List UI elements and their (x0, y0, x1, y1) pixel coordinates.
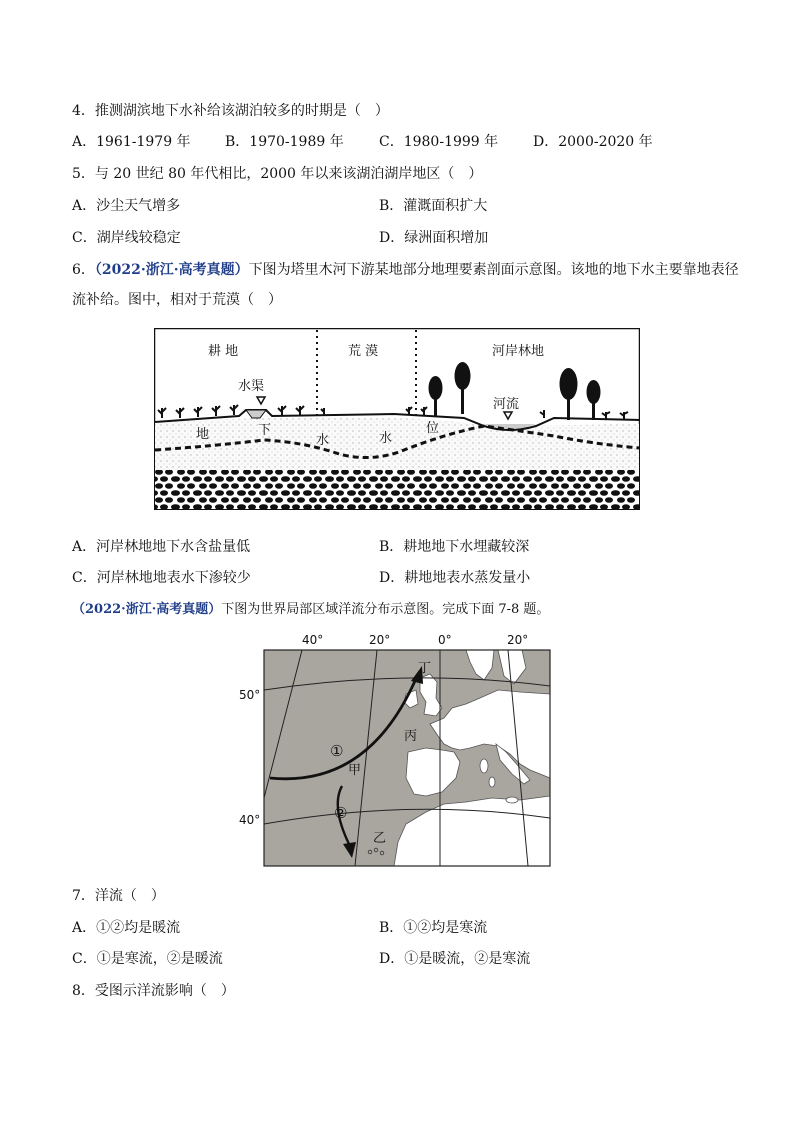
gw-label-4: 水 (379, 431, 393, 446)
q6-number: 6． (72, 262, 95, 278)
q5-stem: 5．与 20 世纪 80 年代相比，2000 年以来该湖泊湖岸地区（ ） (72, 166, 483, 182)
q4-stem: 4．推测湖滨地下水补给该湖泊较多的时期是（ ） (72, 103, 389, 119)
zone-farmland-label: 耕 地 (208, 344, 239, 359)
gw-label-2: 下 (258, 423, 272, 438)
q5-option-a: A．沙尘天气增多 (72, 198, 181, 214)
cross-section-figure (154, 328, 640, 510)
place-bing-label: 丙 (404, 729, 418, 744)
q4-option-a: A．1961-1979 年 (72, 134, 191, 150)
place-yi-label: 乙 (373, 831, 387, 846)
q4-option-d: D．2000-2020 年 (533, 134, 653, 150)
q6-option-c: C．河岸林地地表水下渗较少 (72, 570, 251, 586)
q6-option-a: A．河岸林地地下水含盐量低 (72, 539, 251, 555)
q8-stem: 8．受图示洋流影响（ ） (72, 983, 235, 999)
q4-option-c: C．1980-1999 年 (379, 134, 499, 150)
intro-text: 下图为世界局部区域洋流分布示意图。完成下面 7-8 题。 (221, 602, 550, 617)
q6-source: （2022·浙江·高考真题） (94, 262, 249, 278)
gw-label-5: 位 (426, 421, 440, 436)
q7-option-b: B．①②均是寒流 (379, 920, 488, 936)
lat-label-50n: 50° (239, 688, 261, 702)
q7-option-a: A．①②均是暖流 (72, 920, 181, 936)
q7-stem: 7．洋流（ ） (72, 888, 165, 904)
river-label: 河流 (493, 397, 520, 412)
zone-riparian-forest-label: 河岸林地 (492, 344, 545, 359)
lon-label-0: 0° (438, 633, 452, 647)
q5-option-c: C．湖岸线较稳定 (72, 230, 181, 246)
q7-option-c: C．①是寒流，②是暖流 (72, 951, 223, 967)
current-2-label: ② (334, 804, 348, 822)
q6-option-d: D．耕地地表水蒸发量小 (379, 570, 531, 586)
q6-option-b: B．耕地地下水埋藏较深 (379, 539, 530, 555)
q4-option-b: B．1970-1989 年 (225, 134, 344, 150)
q6-stem-text: 下图为塔里木河下游某地部分地理要素剖面示意图。该地的地下水主要靠地表径 (248, 262, 739, 278)
q5-option-b: B．灌溉面积扩大 (379, 198, 488, 214)
gw-label-1: 地 (196, 427, 210, 442)
intro-7-8 (72, 600, 549, 620)
current-1-label: ① (330, 742, 344, 760)
intro-source: （2022·浙江·高考真题） (72, 602, 222, 617)
lon-label-20w: 20° (369, 633, 391, 647)
ocean-current-map (230, 628, 555, 870)
place-jia-label: 甲 (348, 763, 362, 778)
lon-label-20e: 20° (507, 633, 529, 647)
canal-label: 水渠 (238, 379, 265, 394)
zone-desert-label: 荒 漠 (348, 344, 379, 359)
gw-label-3: 水 (316, 433, 330, 448)
lat-label-40n: 40° (239, 813, 261, 827)
q6-stem-line1 (72, 260, 739, 280)
q7-option-d: D．①是暖流，②是寒流 (379, 951, 531, 967)
q6-stem-line2: 流补给。图中，相对于荒漠（ ） (72, 292, 282, 308)
place-ding-label: 丁 (418, 661, 432, 676)
q5-option-d: D．绿洲面积增加 (379, 230, 489, 246)
lon-label-40w: 40° (302, 633, 324, 647)
